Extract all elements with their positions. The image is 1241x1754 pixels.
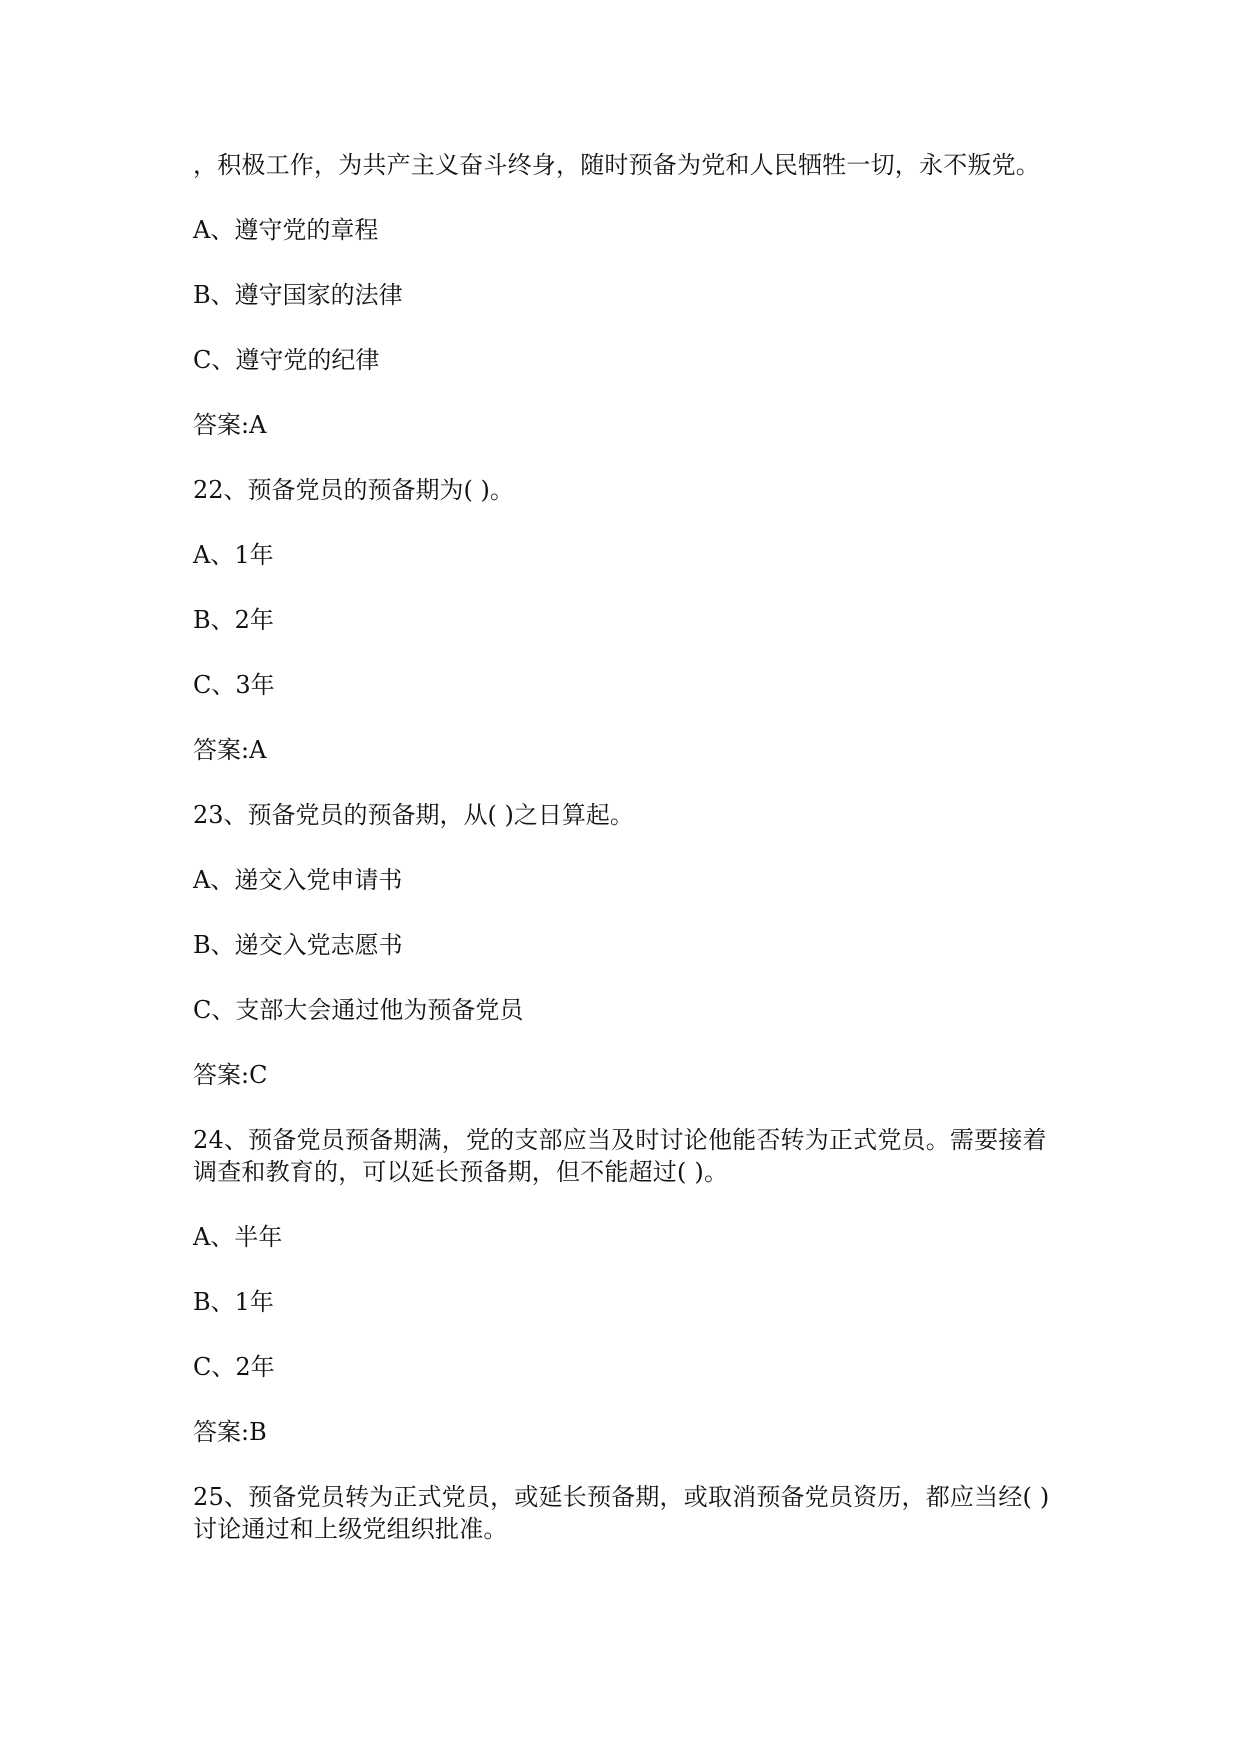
option-b: B、遵守国家的法律: [193, 281, 403, 309]
question-23: 23、预备党员的预备期，从( )之日算起。: [193, 801, 634, 829]
document-body: [193, 149, 1053, 1578]
answer: 答案:A: [193, 411, 267, 439]
question-24: 24、预备党员预备期满，党的支部应当及时讨论他能否转为正式党员。需要接着调查和教育的，可以延长预备期，但不能超过( )。: [193, 1126, 1047, 1186]
option-b: B、2年: [193, 606, 274, 634]
option-b: B、1年: [193, 1288, 274, 1316]
option-a: A、遵守党的章程: [193, 216, 379, 244]
answer: 答案:A: [193, 736, 267, 764]
option-c: C、2年: [193, 1353, 275, 1381]
option-c: C、支部大会通过他为预备党员: [193, 996, 524, 1024]
answer: 答案:B: [193, 1418, 267, 1446]
option-a: A、递交入党申请书: [193, 866, 403, 894]
question-22: 22、预备党员的预备期为( )。: [193, 476, 514, 504]
question-25: 25、预备党员转为正式党员，或延长预备期，或取消预备党员资历，都应当经( )讨论通过和上级党组织批准。: [193, 1483, 1050, 1543]
option-c: C、遵守党的纪律: [193, 346, 380, 374]
option-b: B、递交入党志愿书: [193, 931, 403, 959]
option-a: A、半年: [193, 1223, 283, 1251]
option-a: A、1年: [193, 541, 274, 569]
question-21-continuation: ，积极工作，为共产主义奋斗终身，随时预备为党和人民牺牲一切，永不叛党。: [193, 151, 1040, 179]
option-c: C、3年: [193, 671, 275, 699]
answer: 答案:C: [193, 1061, 268, 1089]
